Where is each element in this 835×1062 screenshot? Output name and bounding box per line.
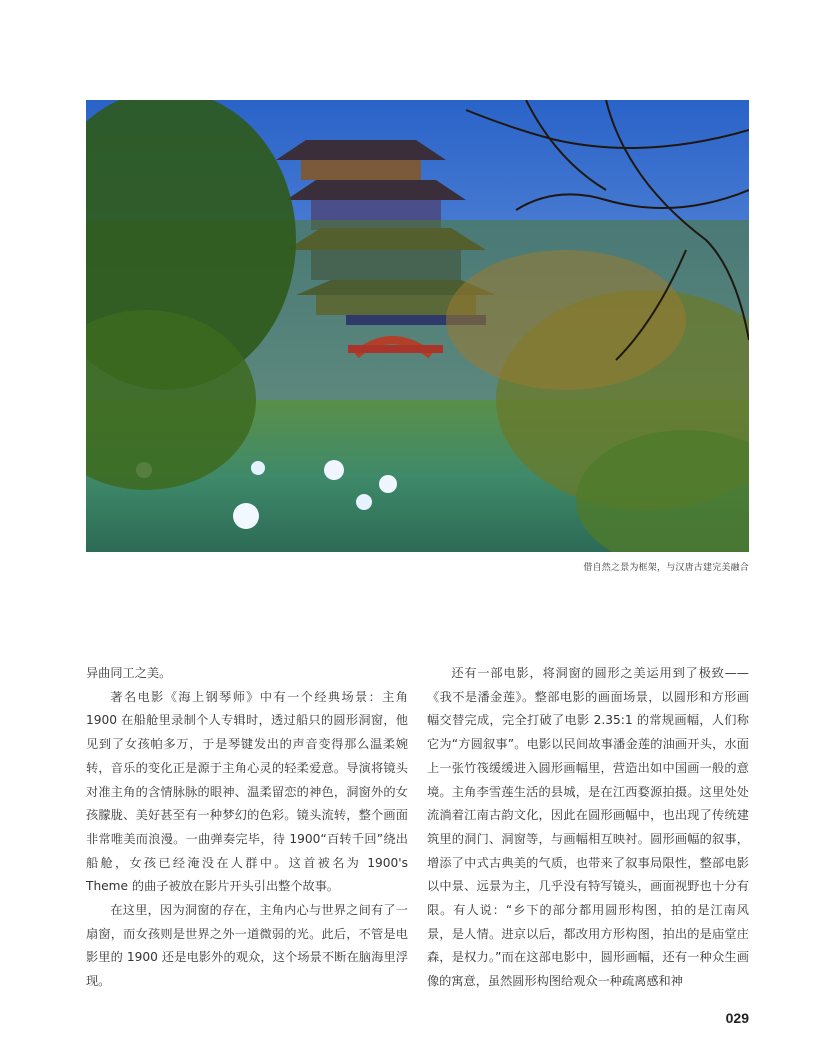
paragraph-left-3: 在这里，因为洞窗的存在，主角内心与世界之间有了一扇窗，而女孩则是世界之外一道微弱的光。此后，不管是电影里的 1900 还是电影外的观众，这个场景不断在脑海里浮现。: [86, 903, 408, 989]
article-column-left: [86, 662, 408, 994]
photo-caption: 借自然之景为框架，与汉唐古建完美融合: [583, 563, 749, 573]
paragraph-left-1: 异曲同工之美。: [86, 666, 172, 680]
article-column-right: [427, 662, 749, 994]
paragraph-left-2: 著名电影《海上钢琴师》中有一个经典场景：主角 1900 在船舱里录制个人专辑时，透过船只的圆形洞窗，他见到了女孩帕多万，于是琴键发出的声音变得那么温柔婉转，音乐的变化正是源于主角心灵的轻柔爱意。导演将镜头对准主角的含情脉脉的眼神、温柔留恋的神色，洞窗外的女孩朦胧、美好甚至有一种梦幻的色彩。镜头流转，整个画面非常唯美而浪漫。一曲弹奏完毕，待 1900“百转千回”绕出船舱，女孩已经淹没在人群中。这首被名为 1900's Theme 的曲子被放在影片开头引出整个故事。: [86, 689, 408, 894]
page-number: 029: [725, 1010, 749, 1026]
garden-pagoda-photo: [86, 100, 749, 552]
paragraph-right-1: 还有一部电影，将洞窗的圆形之美运用到了极致——《我不是潘金莲》。整部电影的画面场景，以圆形和方形画幅交替完成，完全打破了电影 2.35:1 的常规画幅，人们称它为“方圆叙事”。电影以民间故事潘金莲的油画开头，水面上一张竹筏缓缓进入圆形画幅里，营造出如中国画一般的意境。主角李雪莲生活的县城，是在江西婺源拍摄。这里处处流淌着江南古韵文化，因此在圆形画幅中，也出现了传统建筑里的洞门、洞窗等，与画幅相互映衬。圆形画幅的叙事，增添了中式古典美的气质，也带来了叙事局限性，整部电影以中景、远景为主，几乎没有特写镜头，画面视野也十分有限。有人说：“乡下的部分都用圆形构图，拍的是江南风景，是人情。进京以后，都改用方形构图，拍出的是庙堂庄森，是权力。”而在这部电影中，圆形画幅，还有一种众生画像的寓意，虽然圆形构图给观众一种疏离感和神: [427, 666, 749, 989]
photo-illustration: [86, 100, 749, 552]
